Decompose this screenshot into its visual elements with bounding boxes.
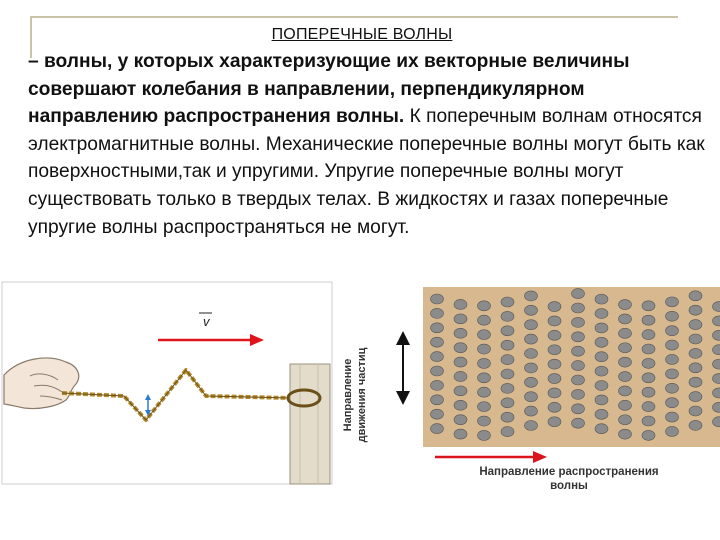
particle bbox=[689, 320, 702, 330]
particle bbox=[642, 358, 655, 368]
particle bbox=[595, 366, 608, 376]
particle bbox=[501, 297, 514, 307]
particle bbox=[666, 311, 679, 321]
particle bbox=[689, 420, 702, 430]
particle bbox=[666, 340, 679, 350]
particle bbox=[572, 389, 585, 399]
particle bbox=[572, 418, 585, 428]
particle bbox=[548, 330, 561, 340]
particle bbox=[595, 409, 608, 419]
particle bbox=[572, 361, 585, 371]
particle bbox=[572, 303, 585, 313]
particle bbox=[478, 315, 491, 325]
particle bbox=[619, 386, 632, 396]
particle bbox=[572, 346, 585, 356]
particle bbox=[431, 308, 444, 318]
slide-frame-top-line bbox=[30, 16, 678, 18]
particle bbox=[454, 343, 467, 353]
particle bbox=[454, 357, 467, 367]
propagation-arrow-head bbox=[533, 451, 547, 463]
particle bbox=[525, 377, 538, 387]
particle bbox=[454, 386, 467, 396]
particle bbox=[689, 392, 702, 402]
particle bbox=[689, 363, 702, 373]
particle bbox=[572, 289, 585, 299]
particle bbox=[454, 314, 467, 324]
particle bbox=[689, 305, 702, 315]
particle bbox=[431, 395, 444, 405]
particle bbox=[642, 387, 655, 397]
particle bbox=[548, 402, 561, 412]
particle bbox=[619, 415, 632, 425]
velocity-label: v bbox=[203, 314, 210, 329]
particle bbox=[595, 381, 608, 391]
particle bbox=[595, 323, 608, 333]
particle bbox=[454, 415, 467, 425]
particle bbox=[595, 309, 608, 319]
particle bbox=[666, 383, 679, 393]
particle bbox=[501, 398, 514, 408]
particle bbox=[619, 328, 632, 338]
particle bbox=[666, 426, 679, 436]
particle bbox=[525, 363, 538, 373]
particle bbox=[689, 377, 702, 387]
particle bbox=[454, 299, 467, 309]
particle bbox=[689, 348, 702, 358]
particle bbox=[525, 334, 538, 344]
particle bbox=[619, 300, 632, 310]
particle bbox=[619, 343, 632, 353]
particle bbox=[431, 380, 444, 390]
particle bbox=[689, 406, 702, 416]
particle bbox=[619, 372, 632, 382]
particle bbox=[619, 314, 632, 324]
particle bbox=[525, 406, 538, 416]
particle bbox=[478, 373, 491, 383]
particle bbox=[548, 302, 561, 312]
definition-paragraph bbox=[28, 48, 718, 241]
particle bbox=[666, 398, 679, 408]
particle bbox=[454, 371, 467, 381]
particle bbox=[478, 402, 491, 412]
particle bbox=[572, 332, 585, 342]
particle bbox=[478, 301, 491, 311]
particle bbox=[478, 430, 491, 440]
particle bbox=[478, 330, 491, 340]
particle bbox=[642, 330, 655, 340]
particle bbox=[548, 316, 561, 326]
particle bbox=[525, 349, 538, 359]
particle bbox=[666, 354, 679, 364]
particle bbox=[501, 383, 514, 393]
particle bbox=[642, 344, 655, 354]
particle bbox=[501, 326, 514, 336]
particle bbox=[431, 366, 444, 376]
particle bbox=[478, 387, 491, 397]
particle bbox=[525, 421, 538, 431]
particle bbox=[642, 430, 655, 440]
particle bbox=[595, 395, 608, 405]
particle bbox=[478, 344, 491, 354]
post-icon bbox=[288, 364, 330, 484]
particle bbox=[642, 373, 655, 383]
particle bbox=[478, 416, 491, 426]
particle bbox=[548, 374, 561, 384]
vertical-label-line1: Направление bbox=[342, 358, 354, 432]
particle bbox=[525, 320, 538, 330]
vertical-arrow-down bbox=[396, 391, 410, 405]
particle bbox=[548, 359, 561, 369]
particle bbox=[431, 323, 444, 333]
particle bbox=[619, 357, 632, 367]
particle bbox=[572, 375, 585, 385]
particle bbox=[666, 326, 679, 336]
rope-wave-figure bbox=[0, 280, 336, 488]
particle bbox=[642, 315, 655, 325]
particle bbox=[572, 317, 585, 327]
particle bbox=[431, 424, 444, 434]
definition-bold: – волны, у которых характеризующие их векторные величины совершают колебания в направлении, перпендикулярном направлению распространения волны. bbox=[28, 51, 630, 128]
particle bbox=[548, 388, 561, 398]
particle bbox=[431, 352, 444, 362]
particle bbox=[501, 355, 514, 365]
particle bbox=[525, 291, 538, 301]
particle bbox=[431, 294, 444, 304]
particle bbox=[666, 412, 679, 422]
particle bbox=[431, 409, 444, 419]
particle bbox=[525, 392, 538, 402]
bottom-label-line2: волны bbox=[550, 480, 588, 492]
particle bbox=[619, 400, 632, 410]
particle bbox=[642, 402, 655, 412]
bottom-label-line1: Направление распространения bbox=[479, 466, 659, 478]
particle bbox=[619, 429, 632, 439]
particle bbox=[666, 297, 679, 307]
particle bbox=[572, 404, 585, 414]
particle bbox=[454, 429, 467, 439]
particle bbox=[689, 291, 702, 301]
definition-rest: К поперечным волнам относятся электромагнитные волны. Механические поперечные волны могут быть как поверхностными,так и упругими. Упругие поперечные волны могут существовать только в твердых телах. В жидкостях и газах поперечные упругие волны распространяться не могут. bbox=[28, 106, 705, 238]
particles-figure bbox=[335, 283, 720, 495]
vertical-arrow-up bbox=[396, 331, 410, 345]
particle bbox=[595, 294, 608, 304]
particle bbox=[642, 416, 655, 426]
particle bbox=[501, 412, 514, 422]
particle bbox=[595, 337, 608, 347]
particle bbox=[501, 427, 514, 437]
particle bbox=[595, 352, 608, 362]
particle bbox=[525, 305, 538, 315]
particle bbox=[454, 328, 467, 338]
particle bbox=[595, 424, 608, 434]
particle bbox=[642, 301, 655, 311]
slide-title: ПОПЕРЕЧНЫЕ ВОЛНЫ bbox=[271, 26, 453, 43]
particle bbox=[689, 334, 702, 344]
particle bbox=[548, 345, 561, 355]
particle bbox=[454, 400, 467, 410]
particle bbox=[478, 358, 491, 368]
particle bbox=[431, 337, 444, 347]
vertical-label-line2: движения частиц bbox=[356, 347, 368, 443]
particle bbox=[666, 369, 679, 379]
particle bbox=[501, 311, 514, 321]
particle bbox=[548, 417, 561, 427]
particle bbox=[501, 340, 514, 350]
particle bbox=[501, 369, 514, 379]
